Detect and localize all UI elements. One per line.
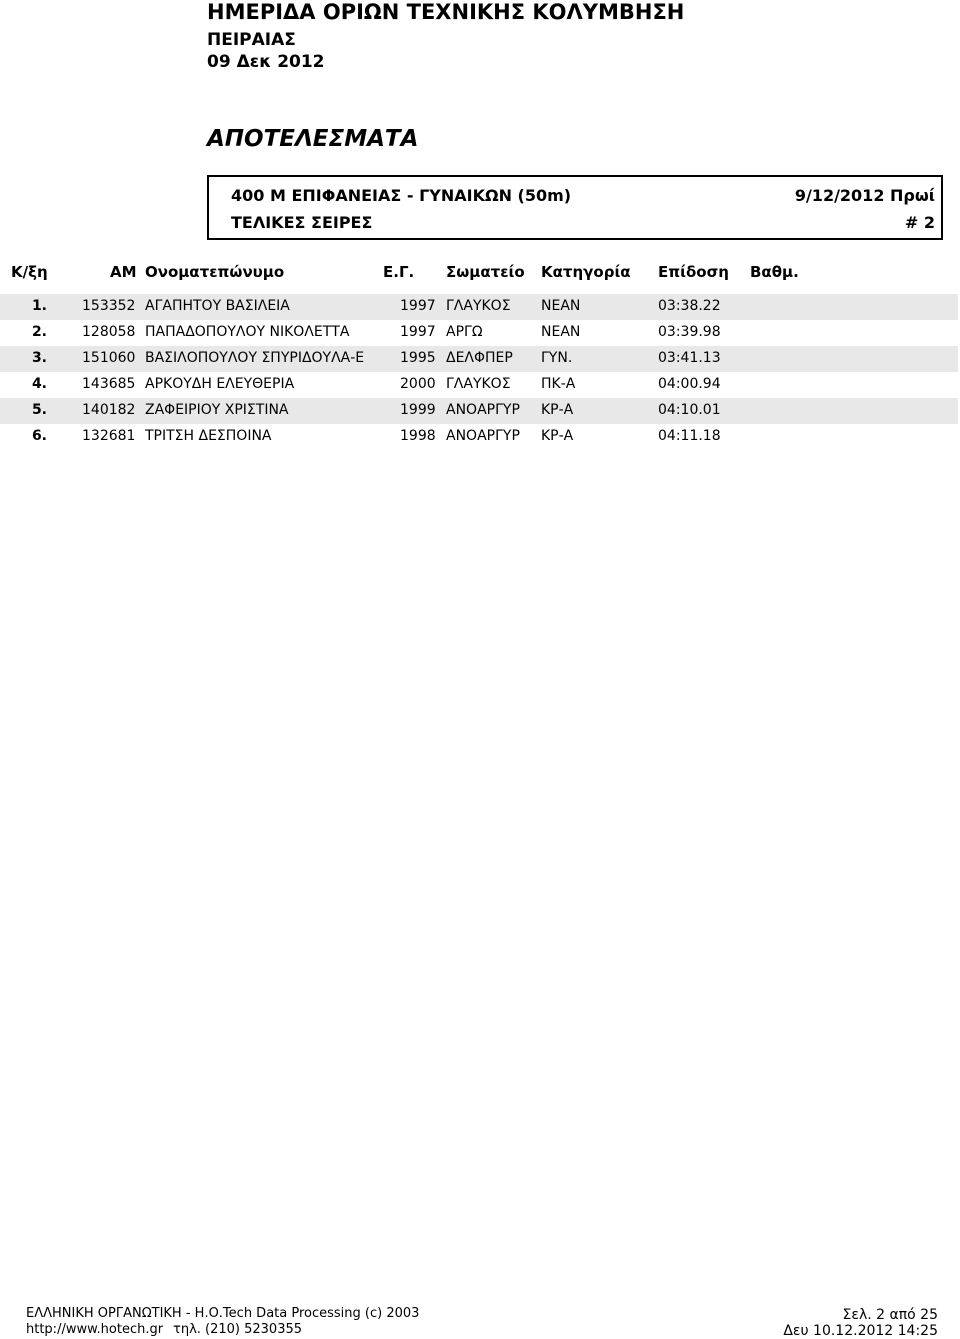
footer-url[interactable]: http://www.hotech.gr	[26, 1322, 164, 1337]
heat-number: # 2	[904, 213, 935, 232]
round-name: ΤΕΛΙΚΕΣ ΣΕΙΡΕΣ	[231, 213, 373, 232]
cell-time: 03:38.22	[658, 298, 721, 314]
cell-am: 143685	[82, 376, 136, 392]
cell-rank: 5.	[31, 402, 47, 418]
table-row	[0, 424, 958, 450]
column-header-category: Κατηγορία	[541, 263, 631, 281]
footer-company: ΕΛΛΗΝΙΚΗ ΟΡΓΑΝΩΤΙΚΗ - Η.Ο.Tech Data Processing (c) 2003	[26, 1306, 420, 1321]
meet-location: ΠΕΙΡΑΙΑΣ	[207, 30, 296, 50]
table-row	[0, 346, 958, 372]
event-box	[207, 175, 943, 240]
cell-am: 132681	[82, 428, 136, 444]
event-name: 400 M ΕΠΙΦΑΝΕΙΑΣ - ΓΥΝΑΙΚΩΝ (50m)	[231, 186, 572, 205]
cell-club: ΓΛΑΥΚΟΣ	[446, 376, 511, 392]
cell-name: ΤΡΙΤΣΗ ΔΕΣΠΟΙΝΑ	[145, 428, 272, 444]
footer-phone: τηλ. (210) 5230355	[173, 1322, 303, 1337]
cell-category: ΝΕΑΝ	[541, 324, 581, 340]
cell-time: 04:10.01	[658, 402, 721, 418]
cell-category: ΚΡ-Α	[541, 428, 574, 444]
cell-year: 2000	[400, 376, 436, 392]
meet-date: 09 Δεκ 2012	[207, 52, 325, 72]
footer-page-number: Σελ. 2 από 25	[842, 1307, 938, 1323]
cell-am: 151060	[82, 350, 136, 366]
column-header-rank: Κ/ξη	[11, 263, 48, 281]
cell-category: ΓΥΝ.	[541, 350, 573, 366]
cell-rank: 2.	[31, 324, 47, 340]
cell-am: 153352	[82, 298, 136, 314]
column-header-year: Ε.Γ.	[383, 263, 415, 281]
table-row	[0, 294, 958, 320]
cell-am: 128058	[82, 324, 136, 340]
cell-time: 03:39.98	[658, 324, 721, 340]
cell-category: ΚΡ-Α	[541, 402, 574, 418]
cell-club: ΔΕΛΦΠΕΡ	[446, 350, 513, 366]
column-header-club: Σωματείο	[446, 263, 525, 281]
cell-name: ΠΑΠΑΔΟΠΟΥΛΟΥ ΝΙΚΟΛΕΤΤΑ	[145, 324, 350, 340]
table-row	[0, 398, 958, 424]
cell-rank: 1.	[31, 298, 47, 314]
cell-rank: 6.	[31, 428, 47, 444]
cell-name: ΑΡΚΟΥΔΗ ΕΛΕΥΘΕΡΙΑ	[145, 376, 295, 392]
cell-year: 1997	[400, 324, 436, 340]
cell-am: 140182	[82, 402, 136, 418]
column-header-name: Ονοματεπώνυμο	[145, 263, 285, 281]
cell-name: ΖΑΦΕΙΡΙΟΥ ΧΡΙΣΤΙΝΑ	[145, 402, 289, 418]
table-row	[0, 320, 958, 346]
column-header-time: Επίδοση	[658, 263, 729, 281]
cell-year: 1995	[400, 350, 436, 366]
results-table	[0, 294, 958, 450]
cell-name: ΑΓΑΠΗΤΟΥ ΒΑΣΙΛΕΙΑ	[145, 298, 290, 314]
cell-club: ΑΝΟΑΡΓΥΡ	[446, 402, 520, 418]
column-header-am: AM	[110, 263, 137, 281]
cell-year: 1997	[400, 298, 436, 314]
cell-name: ΒΑΣΙΛΟΠΟΥΛΟΥ ΣΠΥΡΙΔΟΥΛΑ-Ε	[145, 350, 365, 366]
footer-print-timestamp: Δευ 10.12.2012 14:25	[783, 1323, 938, 1339]
column-header-points: Βαθμ.	[750, 263, 799, 281]
cell-rank: 3.	[31, 350, 47, 366]
cell-club: ΑΡΓΩ	[446, 324, 483, 340]
meet-title: ΗΜΕΡΙΔΑ ΟΡΙΩΝ ΤΕΧΝΙΚΗΣ ΚΟΛΥΜΒΗΣΗ	[207, 0, 685, 24]
results-heading: ΑΠΟΤΕΛΕΣΜΑΤΑ	[207, 126, 419, 152]
cell-time: 04:11.18	[658, 428, 721, 444]
cell-category: ΝΕΑΝ	[541, 298, 581, 314]
cell-club: ΑΝΟΑΡΓΥΡ	[446, 428, 520, 444]
table-row	[0, 372, 958, 398]
cell-year: 1998	[400, 428, 436, 444]
cell-time: 04:00.94	[658, 376, 721, 392]
cell-club: ΓΛΑΥΚΟΣ	[446, 298, 511, 314]
cell-rank: 4.	[31, 376, 47, 392]
event-datetime: 9/12/2012 Πρωί	[794, 186, 935, 205]
cell-category: ΠΚ-Α	[541, 376, 576, 392]
cell-time: 03:41.13	[658, 350, 721, 366]
cell-year: 1999	[400, 402, 436, 418]
